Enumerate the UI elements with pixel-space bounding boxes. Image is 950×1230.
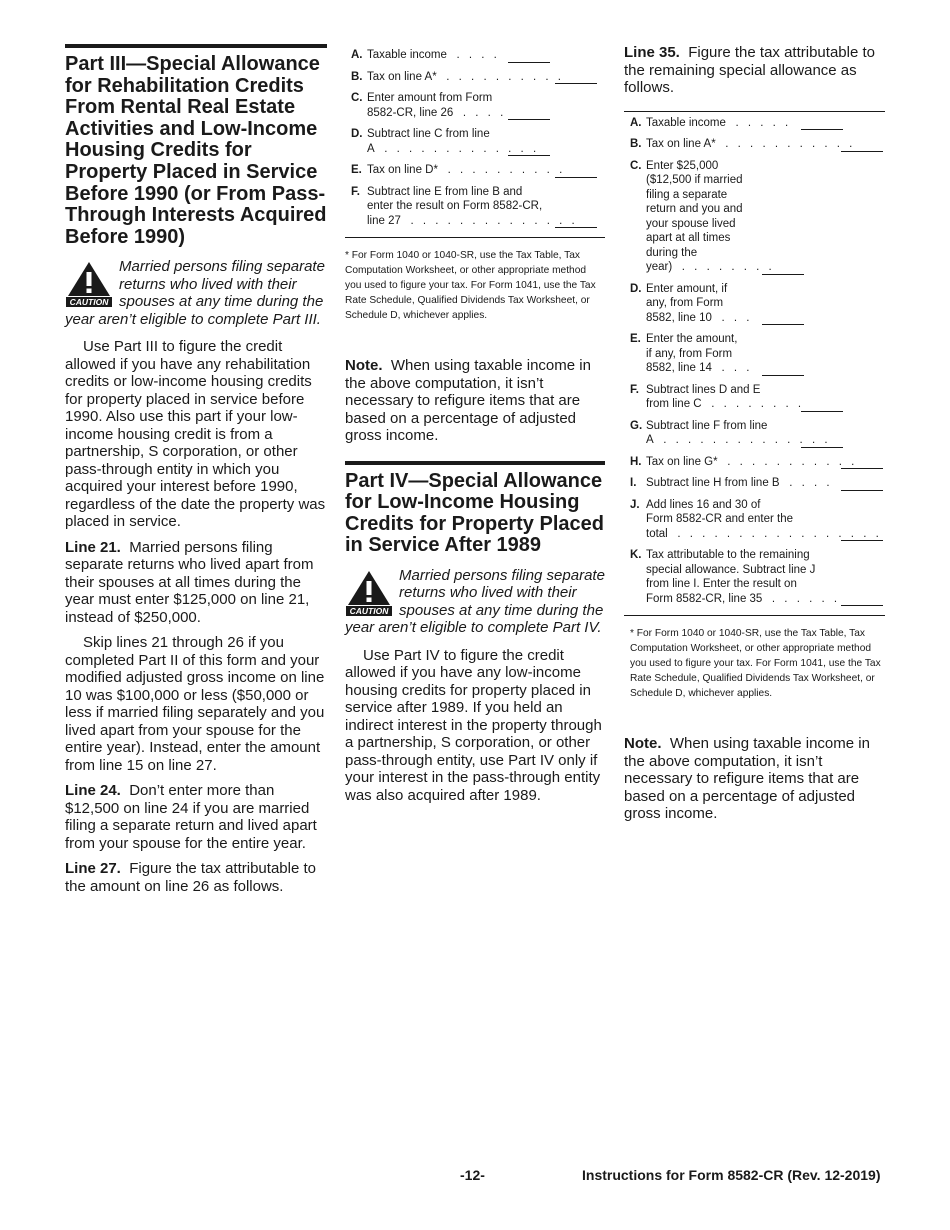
- worksheet-row: [624, 455, 885, 470]
- leader-dots: . . .: [721, 311, 753, 324]
- line35-text: Figure the tax attributable to the remaining special allowance as follows.: [624, 44, 875, 96]
- row-text: [646, 383, 885, 412]
- row-text-line: Tax attributable to the remaining: [646, 549, 810, 561]
- row-text-line: Add lines 16 and 30 of: [646, 498, 761, 511]
- row-text: [367, 91, 605, 120]
- worksheet-row: [345, 163, 605, 178]
- part3-intro: Use Part III to figure the credit allowed if you have any rehabilitation credits or low-income housing credits for property placed in service before 1990. Also use this part if your low-income housing credit is from a partnership, S corporation, or other pass-through entity in which you acquired your interest before 1990, regardless of the date the property was placed in service.: [65, 338, 326, 531]
- row-text: [646, 159, 885, 275]
- line27-paragraph: [65, 860, 327, 895]
- leader-dots: . . . .: [462, 106, 507, 119]
- leader-dots: . . . . . . . . . . .: [727, 455, 858, 468]
- line24-paragraph: [65, 782, 327, 852]
- leader-dots: . . . . . . . .: [681, 261, 775, 273]
- leader-dots: . . . . . . . . . . .: [725, 138, 856, 150]
- row-text-line: Enter the amount,: [646, 333, 738, 345]
- answer-line: [841, 150, 883, 152]
- row-text-line: 8582, line 10: [646, 311, 712, 324]
- caution-label: CAUTION: [69, 297, 109, 308]
- row-letter: G.: [630, 419, 643, 432]
- row-text-line: Subtract line H from line B: [646, 477, 780, 489]
- answer-line: [555, 82, 597, 84]
- part4-intro: Use Part IV to figure the credit allowed if you have any low-income housing credits for property placed in service after 1989. If you held an indirect interest in the property through a partnership, S corporation, or other pass-through entity, use Part IV only if your interest in the pass-through entity was also acquired after 1989.: [345, 646, 602, 804]
- answer-line: [555, 176, 597, 178]
- row-text-line: special allowance. Subtract line J: [646, 563, 816, 576]
- leader-dots: . . . . . . . . . .: [447, 164, 566, 176]
- row-text-line: Subtract lines D and E: [646, 383, 761, 396]
- row-text: [646, 419, 885, 448]
- row-letter: C.: [630, 159, 642, 172]
- worksheet-row: [624, 159, 885, 275]
- row-letter: B.: [351, 70, 363, 83]
- row-letter: E.: [630, 333, 641, 345]
- caution-icon: [65, 260, 113, 308]
- row-text-line: 8582, line 14: [646, 362, 712, 374]
- row-text-line: Form 8582-CR and enter the: [646, 513, 794, 525]
- line21-label: Line 21.: [65, 538, 121, 556]
- row-text: [646, 282, 885, 326]
- caution-icon: [345, 569, 393, 617]
- worksheet-row: [624, 282, 885, 326]
- leader-dots: . . . .: [789, 477, 833, 489]
- row-text: [646, 498, 885, 542]
- worksheet-row: [624, 419, 885, 448]
- worksheet-row: [624, 137, 885, 152]
- answer-line: [762, 323, 804, 325]
- row-text-line: Enter amount from Form: [367, 92, 493, 104]
- row-text-line: ($12,500 if married: [646, 174, 743, 186]
- line24-label: Line 24.: [65, 782, 121, 800]
- worksheet-row: [624, 476, 885, 491]
- row-text-line: A: [646, 434, 654, 446]
- row-letter: B.: [630, 138, 642, 150]
- row-text: [367, 48, 605, 63]
- row-text-line: Tax on line A*: [646, 138, 716, 150]
- worksheet-row: [624, 332, 885, 376]
- leader-dots: . . . .: [456, 49, 500, 61]
- part4-heading: Part IV—Special Allowance for Low-Income Housing Credits for Property Placed in Service After 1989: [345, 461, 605, 557]
- answer-line: [508, 118, 550, 120]
- worksheet-row: [624, 498, 885, 542]
- leader-dots: . . . . . . . .: [711, 398, 805, 410]
- row-text: [646, 116, 885, 131]
- row-letter: F.: [630, 383, 639, 396]
- row-text-line: enter the result on Form 8582-CR,: [367, 200, 543, 212]
- leader-dots: . . . . . . . . . . . . . . . . .: [677, 527, 882, 540]
- answer-line: [762, 273, 804, 275]
- worksheet-row: [345, 127, 605, 156]
- row-text-line: total: [646, 527, 668, 540]
- caution-label: CAUTION: [349, 606, 389, 617]
- part4-caution-text: Married persons filing separate returns who lived with their spouses at any time during the year aren’t eligible to complete Part IV.: [345, 566, 605, 637]
- row-text-line: A: [367, 142, 375, 155]
- part3-heading: Part III—Special Allowance for Rehabilitation Credits From Rental Real Estate Activities and Low-Income Housing Credits for Property Placed in Service Before 1990 (or From Pass-Through Interests Acquired Before 1990): [65, 44, 327, 248]
- row-letter: E.: [351, 164, 362, 176]
- row-text: [367, 127, 605, 156]
- note2-text: When using taxable income in the above computation, it isn’t necessary to refigure items that are based on a percentage of adjusted gross income.: [624, 735, 870, 822]
- row-text-line: Subtract line C from line: [367, 128, 490, 140]
- row-text-line: Subtract line F from line: [646, 419, 768, 432]
- row-text-line: filing a separate: [646, 188, 728, 201]
- row-text-line: Tax on line D*: [367, 164, 438, 176]
- answer-line: [555, 226, 597, 228]
- row-text: [646, 332, 885, 376]
- row-text-line: Form 8582-CR, line 35: [646, 592, 763, 605]
- line27-worksheet: [345, 44, 605, 238]
- answer-line: [508, 61, 550, 63]
- leader-dots: . . . . . . . . . . . . . .: [410, 214, 578, 227]
- row-text-line: Taxable income: [367, 49, 447, 61]
- answer-line: [841, 539, 883, 541]
- line35-label: Line 35.: [624, 44, 680, 61]
- answer-line: [801, 410, 843, 412]
- page-number: -12-: [460, 1167, 485, 1183]
- line21-text: Married persons filing separate returns who lived apart from their spouses at all times during the year must enter $125,000 on line 21, instead of $250,000.: [65, 538, 314, 626]
- part4-caution: [345, 567, 605, 637]
- row-letter: D.: [351, 128, 363, 140]
- leader-dots: . . . . . . . . . . . . .: [384, 142, 540, 155]
- worksheet-row: [345, 185, 605, 229]
- line27-text: Figure the tax attributable to the amount on line 26 as follows.: [65, 860, 316, 895]
- row-text-line: if any, from Form: [646, 347, 733, 360]
- line35-paragraph: [624, 44, 885, 97]
- leader-dots: . . . . .: [735, 116, 792, 129]
- answer-line: [841, 604, 883, 606]
- footer-doc-title: Instructions for Form 8582-CR (Rev. 12-2019): [582, 1167, 881, 1183]
- row-letter: I.: [630, 477, 637, 489]
- row-letter: K.: [630, 549, 642, 561]
- column-right: [624, 44, 885, 831]
- row-text-line: year): [646, 261, 673, 273]
- leader-dots: . . . . . . . . . .: [446, 70, 564, 83]
- row-letter: F.: [351, 185, 360, 198]
- row-text-line: Tax on line A*: [367, 70, 437, 83]
- row-letter: A.: [630, 116, 642, 129]
- worksheet-row: [624, 548, 885, 606]
- column-left: [65, 44, 327, 903]
- row-letter: D.: [630, 282, 642, 295]
- note2-label: Note.: [624, 735, 662, 752]
- row-text-line: Taxable income: [646, 116, 726, 129]
- line27-label: Line 27.: [65, 860, 121, 878]
- row-letter: C.: [351, 92, 363, 104]
- row-text-line: during the: [646, 246, 698, 259]
- row-letter: A.: [351, 49, 363, 61]
- row-letter: H.: [630, 455, 642, 468]
- skip-lines-paragraph: Skip lines 21 through 26 if you completed Part II of this form and your modified adjusted gross income on line 10 was $100,000 or less ($50,000 or less if married filing separately and you lived apart from your spouse for the entire year). Instead, enter the amount from line 15 on line 27.: [65, 634, 325, 774]
- answer-line: [841, 467, 883, 469]
- leader-dots: . . . . . .: [771, 592, 841, 605]
- row-text: [367, 185, 605, 229]
- worksheet-row: [345, 70, 605, 85]
- row-text-line: return and you and: [646, 203, 743, 215]
- column-middle: [345, 44, 605, 812]
- leader-dots: . . .: [721, 362, 753, 374]
- row-text-line: Subtract line E from line B and: [367, 185, 523, 198]
- row-letter: J.: [630, 498, 640, 511]
- row-text-line: your spouse lived: [646, 217, 736, 230]
- row-text-line: Enter amount, if: [646, 282, 728, 295]
- worksheet-row: [624, 383, 885, 412]
- row-text-line: 8582-CR, line 26: [367, 106, 454, 119]
- answer-line: [801, 128, 843, 130]
- leader-dots: . . . . . . . . . . . . . .: [663, 434, 831, 446]
- row-text: [646, 548, 885, 606]
- row-text-line: any, from Form: [646, 297, 724, 309]
- worksheet-row: [624, 116, 885, 131]
- note1-label: Note.: [345, 357, 383, 374]
- table27-footnote: * For Form 1040 or 1040-SR, use the Tax Table, Tax Computation Worksheet, or other appropriate method you used to figure your tax. For Form 1041, use the Tax Rate Schedule, Qualified Dividends Tax Worksheet, or Schedule D, whichever applies.: [345, 250, 596, 321]
- answer-line: [762, 374, 804, 376]
- row-text-line: from line C: [646, 398, 702, 410]
- note2-paragraph: [624, 735, 885, 823]
- row-text-line: Enter $25,000: [646, 159, 719, 172]
- table35-footnote: * For Form 1040 or 1040-SR, use the Tax Table, Tax Computation Worksheet, or other appropriate method you used to figure your tax. For Form 1041, use the Tax Rate Schedule, Qualified Dividends Tax Worksheet, or Schedule D, whichever applies.: [630, 628, 881, 699]
- part3-caution-text: Married persons filing separate returns who lived with their spouses at any time during the year aren’t eligible to complete Part III.: [65, 258, 325, 328]
- row-text-line: line 27: [367, 214, 401, 227]
- line24-text: Don’t enter more than $12,500 on line 24 if you are married filing a separate return and lived apart from your spouse for the entire year.: [65, 782, 317, 852]
- note1-paragraph: [345, 357, 605, 445]
- answer-line: [508, 154, 550, 156]
- line21-paragraph: [65, 539, 327, 627]
- answer-line: [841, 489, 883, 491]
- row-text-line: Tax on line G*: [646, 455, 718, 468]
- note1-text: When using taxable income in the above computation, it isn’t necessary to refigure items that are based on a percentage of adjusted gross income.: [345, 357, 591, 444]
- line35-worksheet: [624, 111, 885, 617]
- part3-caution: [65, 258, 327, 328]
- row-text-line: from line I. Enter the result on: [646, 578, 797, 590]
- worksheet-row: [345, 48, 605, 63]
- row-text-line: apart at all times: [646, 232, 731, 244]
- answer-line: [801, 446, 843, 448]
- worksheet-row: [345, 91, 605, 120]
